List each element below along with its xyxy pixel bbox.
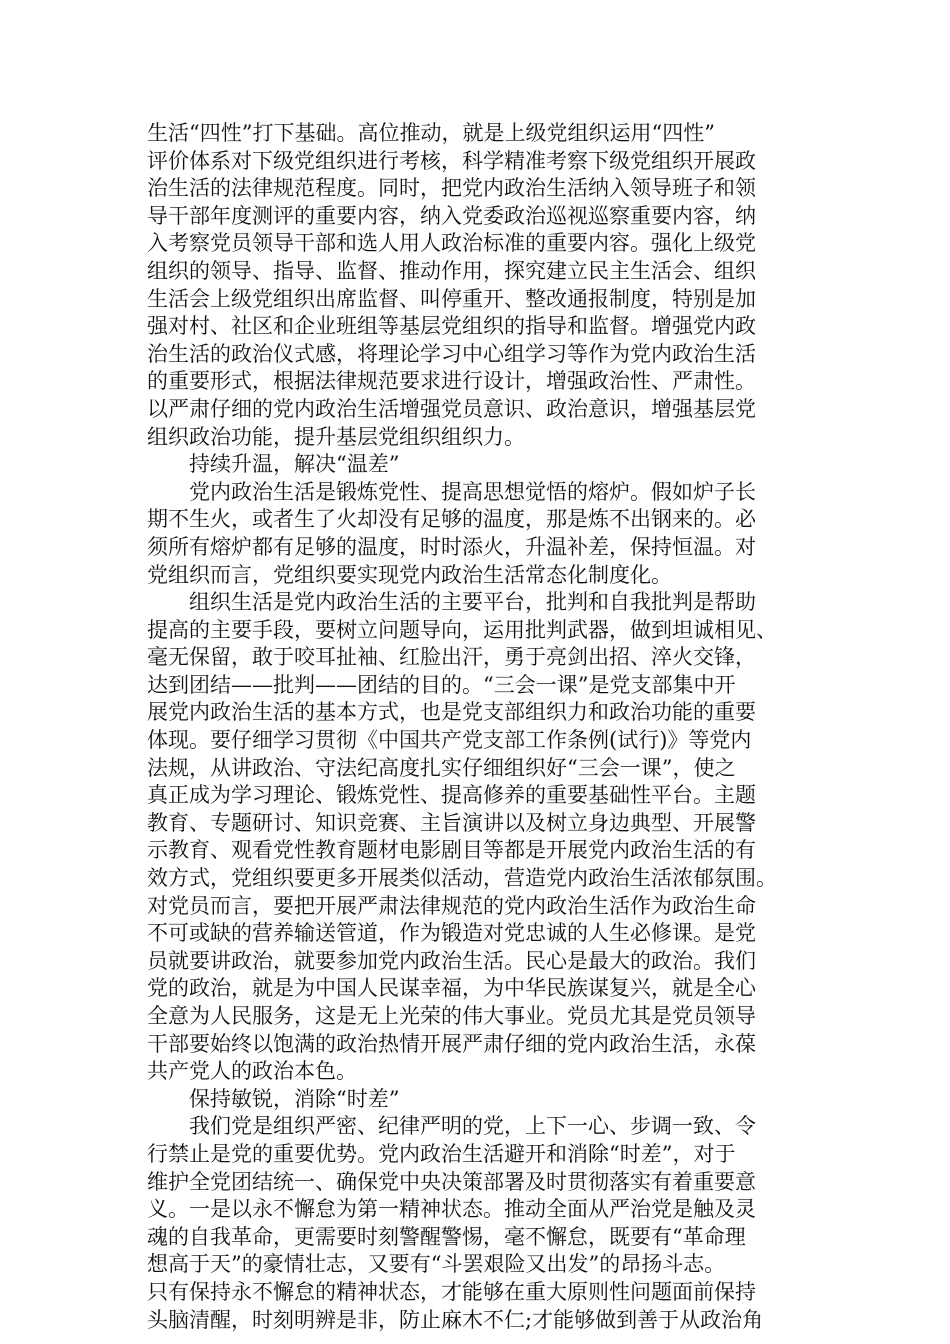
- text-line: 组织生活是党内政治生活的主要平台，批判和自我批判是帮助: [147, 590, 756, 615]
- text-line: 须所有熔炉都有足够的温度，时时添火，升温补差，保持恒温。对: [147, 534, 756, 559]
- text-line: 干部要始终以饱满的政治热情开展严肃仔细的党内政治生活，永葆: [147, 1031, 756, 1056]
- text-line: 治生活的法律规范程度。同时，把党内政治生活纳入领导班子和领: [147, 176, 756, 201]
- text-line: 对党员而言，要把开展严肃法律规范的党内政治生活作为政治生命: [147, 893, 756, 918]
- text-line: 员就要讲政治，就要参加党内政治生活。民心是最大的政治。我们: [147, 948, 756, 973]
- paragraph-2: [147, 479, 821, 589]
- text-line: 只有保持永不懈怠的精神状态，才能够在重大原则性问题面前保持: [147, 1279, 756, 1304]
- text-line: 毫无保留，敢于咬耳扯袖、红脸出汗，勇于亮剑出招、淬火交锋，: [147, 645, 756, 670]
- text-line: 不可或缺的营养输送管道，作为锻造对党忠诚的人生必修课。是党: [147, 921, 756, 946]
- text-line: 体现。要仔细学习贯彻《中国共产党支部工作条例(试行)》等党内: [147, 728, 752, 753]
- text-line: 评价体系对下级党组织进行考核，科学精准考察下级党组织开展政: [147, 148, 756, 173]
- text-line: 魂的自我革命，更需要时刻警醒警惕，毫不懈怠，既要有“革命理: [147, 1224, 746, 1249]
- text-line: 组织的领导、指导、监督、推动作用，探究建立民主生活会、组织: [147, 258, 756, 283]
- text-line: 组织政治功能，提升基层党组织组织力。: [147, 424, 525, 449]
- text-line: 共产党人的政治本色。: [147, 1059, 357, 1084]
- text-line: 党内政治生活是锻炼党性、提高思想觉悟的熔炉。假如炉子长: [147, 479, 756, 504]
- text-line: 党组织而言，党组织要实现党内政治生活常态化制度化。: [147, 562, 672, 587]
- text-line: 导干部年度测评的重要内容，纳入党委政治巡视巡察重要内容，纳: [147, 203, 756, 228]
- text-line: 头脑清醒，时刻明辨是非，防止麻木不仁;才能够做到善于从政治角: [147, 1307, 764, 1332]
- text-line: 全意为人民服务，这是无上光荣的伟大事业。党员尤其是党员领导: [147, 1004, 756, 1028]
- paragraph-1: [147, 120, 821, 451]
- section-heading-warming: 持续升温，解决“温差”: [189, 452, 400, 477]
- text-line: 期不生火，或者生了火却没有足够的温度，那是炼不出钢来的。必: [147, 507, 756, 532]
- text-line: 的重要形式，根据法律规范要求进行设计，增强政治性、严肃性。: [147, 369, 756, 394]
- text-line: 提高的主要手段，要树立问题导向，运用批判武器，做到坦诚相见、: [147, 617, 777, 642]
- text-line: 教育、专题研讨、知识竞赛、主旨演讲以及树立身边典型、开展警: [147, 810, 756, 835]
- text-line: 效方式，党组织要更多开展类似活动，营造党内政治生活浓郁氛围。: [147, 866, 777, 891]
- text-line: 法规，从讲政治、守法纪高度扎实仔细组织好“三会一课”，使之: [147, 755, 736, 780]
- text-line: 义。一是以永不懈怠为第一精神状态。推动全面从严治党是触及灵: [147, 1197, 756, 1222]
- text-line: 示教育、观看党性教育题材电影剧目等都是开展党内政治生活的有: [147, 838, 756, 863]
- text-line: 生活会上级党组织出席监督、叫停重开、整改通报制度，特别是加: [147, 286, 756, 311]
- text-line: 想高于天”的豪情壮志，又要有“斗罢艰险又出发”的昂扬斗志。: [147, 1252, 726, 1277]
- text-line: 治生活的政治仪式感，将理论学习中心组学习等作为党内政治生活: [147, 341, 756, 366]
- text-line: 强对村、社区和企业班组等基层党组织的指导和监督。增强党内政: [147, 314, 756, 339]
- text-line: 维护全党团结统一、确保党中央决策部署及时贯彻落实有着重要意: [147, 1169, 756, 1194]
- text-line: 党的政治，就是为中国人民谋幸福，为中华民族谋复兴，就是全心: [147, 976, 756, 1001]
- section-heading-timing: 保持敏锐，消除“时差”: [189, 1086, 400, 1111]
- text-line: 以严肃仔细的党内政治生活增强党员意识、政治意识，增强基层党: [147, 396, 756, 421]
- text-line: 展党内政治生活的基本方式，也是党支部组织力和政治功能的重要: [147, 700, 756, 725]
- document-page: [147, 120, 821, 1334]
- text-line: 入考察党员领导干部和选人用人政治标准的重要内容。强化上级党: [147, 231, 756, 256]
- text-line: 达到团结——批判——团结的目的。“三会一课”是党支部集中开: [147, 672, 736, 697]
- paragraph-4: [147, 1113, 821, 1334]
- text-line: 我们党是组织严密、纪律严明的党，上下一心、步调一致、令: [147, 1114, 756, 1139]
- text-line: 行禁止是党的重要优势。党内政治生活避开和消除“时差”，对于: [147, 1141, 736, 1166]
- text-line: 真正成为学习理论、锻炼党性、提高修养的重要基础性平台。主题: [147, 783, 756, 808]
- text-line: 生活“四性”打下基础。高位推动，就是上级党组织运用“四性”: [147, 121, 715, 145]
- paragraph-3: [147, 589, 821, 1086]
